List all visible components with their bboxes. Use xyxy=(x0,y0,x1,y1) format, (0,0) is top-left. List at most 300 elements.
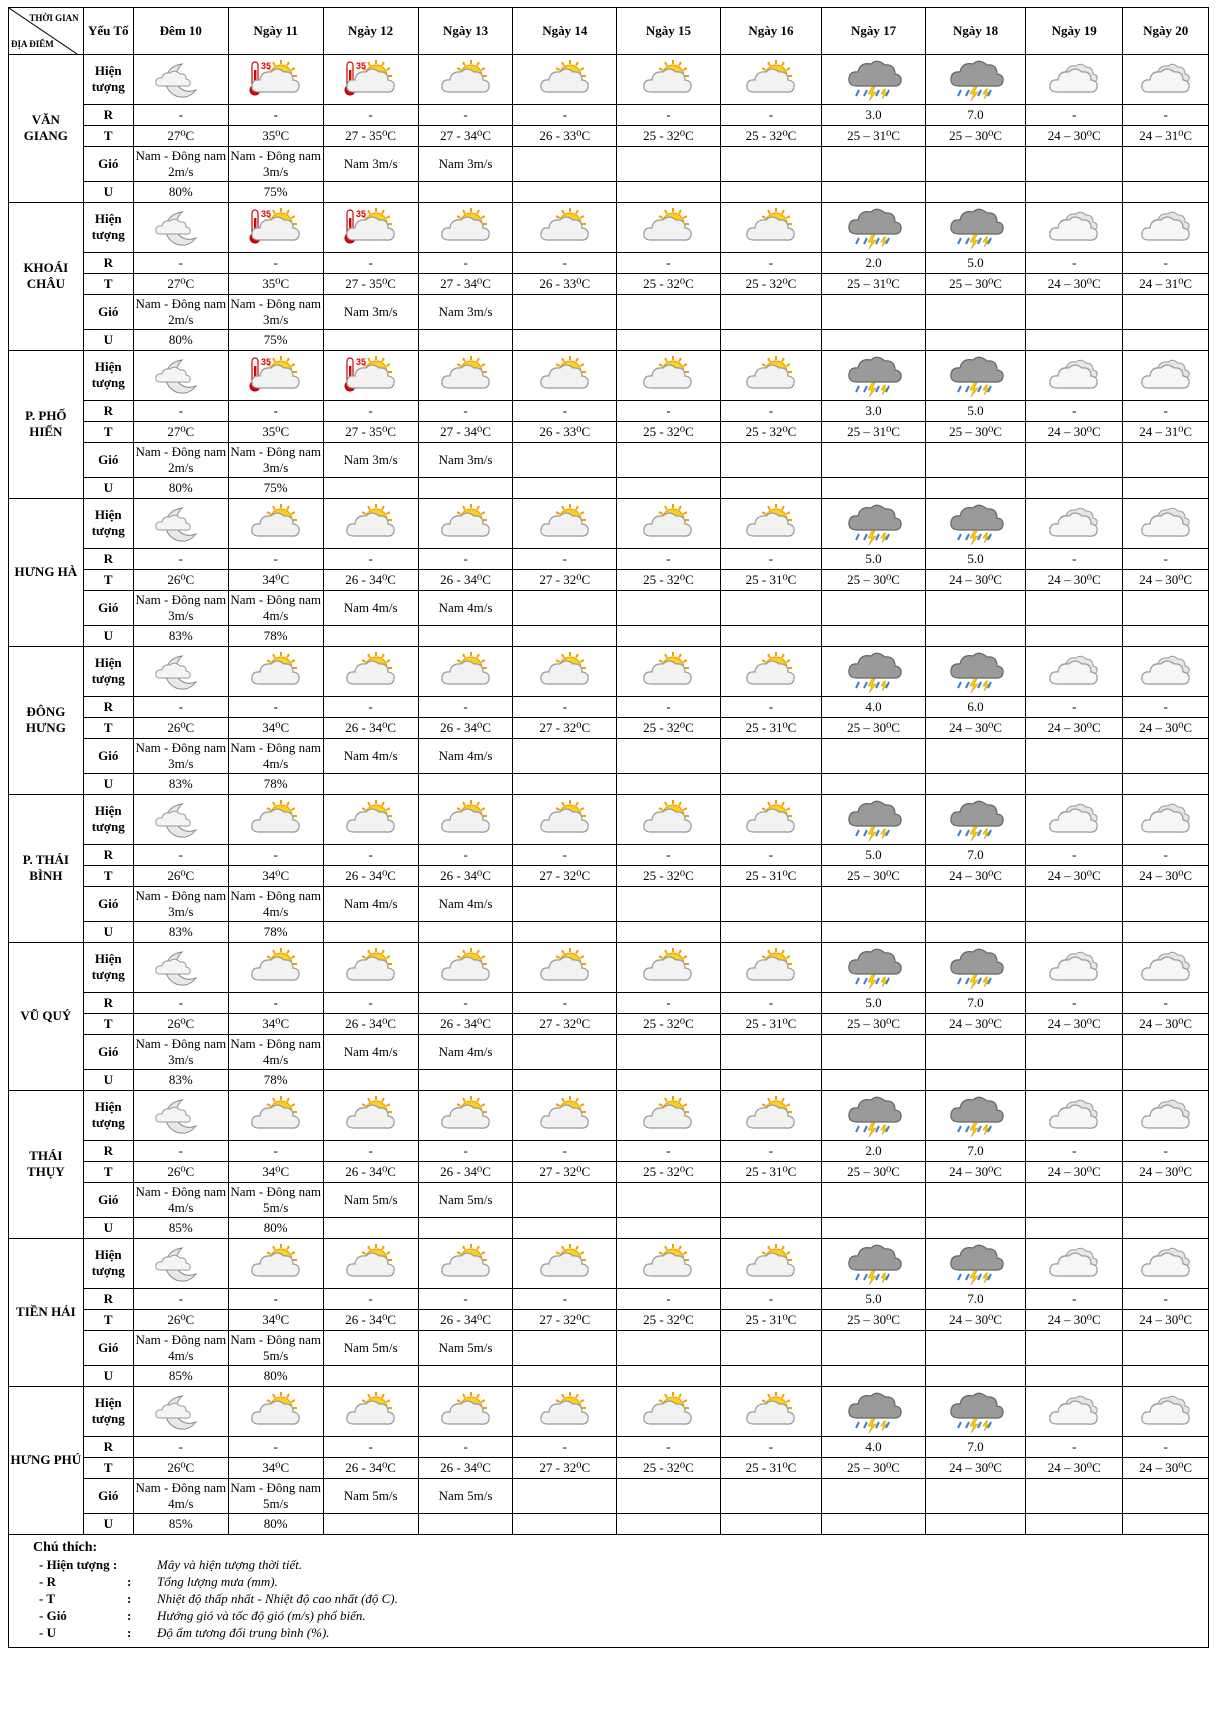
svg-text:35: 35 xyxy=(355,209,366,219)
cloudy-icon xyxy=(1123,1386,1208,1436)
cell-temp: 26⁰C xyxy=(133,1309,228,1330)
cell-wind: Nam 3m/s xyxy=(418,442,513,477)
cell-wind xyxy=(1026,1478,1123,1513)
legend-key: - T xyxy=(39,1590,56,1606)
cell-rain: - xyxy=(418,1140,513,1161)
cell-humidity xyxy=(822,1365,926,1386)
moon-cloud-icon xyxy=(133,498,228,548)
cell-humidity xyxy=(925,1513,1025,1534)
cell-rain: - xyxy=(1026,1140,1123,1161)
day-header-9: Ngày 18 xyxy=(925,8,1025,54)
cell-humidity xyxy=(418,1513,513,1534)
sun-cloud-icon xyxy=(513,794,617,844)
factor-label-icon: Hiện tượng xyxy=(83,794,133,844)
cell-wind: Nam - Đông nam 3m/s xyxy=(228,146,323,181)
cell-temp: 24 – 30⁰C xyxy=(1123,717,1208,738)
cell-temp: 25 – 30⁰C xyxy=(925,421,1025,442)
factor-label-rain: R xyxy=(83,1436,133,1457)
sun-cloud-icon xyxy=(323,646,418,696)
row-humidity xyxy=(9,329,1208,350)
moon-cloud-icon xyxy=(133,350,228,400)
row-rain xyxy=(9,252,1208,273)
cell-rain: - xyxy=(228,1288,323,1309)
cell-rain: - xyxy=(720,400,821,421)
cell-humidity xyxy=(720,625,821,646)
cell-temp: 34⁰C xyxy=(228,865,323,886)
cell-rain: - xyxy=(228,844,323,865)
cell-temp: 25 - 32⁰C xyxy=(720,421,821,442)
cell-rain: - xyxy=(323,1436,418,1457)
sun-cloud-icon xyxy=(323,498,418,548)
cell-wind: Nam 5m/s xyxy=(323,1330,418,1365)
cell-temp: 27 - 32⁰C xyxy=(513,1309,617,1330)
cell-temp: 25 - 32⁰C xyxy=(617,1457,721,1478)
cell-rain: - xyxy=(617,252,721,273)
cell-rain: 2.0 xyxy=(822,1140,926,1161)
cell-humidity xyxy=(617,1069,721,1090)
cell-humidity: 80% xyxy=(133,477,228,498)
sun-cloud-icon xyxy=(720,1386,821,1436)
cell-temp: 24 – 30⁰C xyxy=(1026,1013,1123,1034)
cell-temp: 35⁰C xyxy=(228,273,323,294)
cell-rain: - xyxy=(418,844,513,865)
factor-label-humidity: U xyxy=(83,773,133,794)
row-temp xyxy=(9,865,1208,886)
sun-cloud-icon xyxy=(720,794,821,844)
cell-temp: 25 - 32⁰C xyxy=(617,125,721,146)
cell-humidity xyxy=(323,1217,418,1238)
row-rain xyxy=(9,104,1208,125)
cell-temp: 35⁰C xyxy=(228,125,323,146)
cell-rain: - xyxy=(418,992,513,1013)
cell-temp: 24 – 30⁰C xyxy=(925,1161,1025,1182)
cell-humidity xyxy=(925,921,1025,942)
cell-temp: 24 – 30⁰C xyxy=(1123,569,1208,590)
cell-rain: 2.0 xyxy=(822,252,926,273)
cell-wind xyxy=(617,1330,721,1365)
cell-wind: Nam - Đông nam 4m/s xyxy=(133,1478,228,1513)
legend-key: - U xyxy=(39,1624,56,1640)
row-humidity xyxy=(9,625,1208,646)
factor-label-humidity: U xyxy=(83,1217,133,1238)
sun-cloud-icon xyxy=(228,1090,323,1140)
cell-rain: - xyxy=(418,400,513,421)
location-name: P. THÁI BÌNH xyxy=(9,794,83,942)
cell-rain: 5.0 xyxy=(822,844,926,865)
cell-temp: 24 – 30⁰C xyxy=(925,1013,1025,1034)
cell-rain: - xyxy=(1026,1288,1123,1309)
factor-label-rain: R xyxy=(83,1288,133,1309)
cell-temp: 24 – 30⁰C xyxy=(1026,1161,1123,1182)
cell-wind: Nam - Đông nam 4m/s xyxy=(133,1182,228,1217)
moon-cloud-icon xyxy=(133,1090,228,1140)
cell-humidity xyxy=(1026,1069,1123,1090)
cell-humidity xyxy=(925,181,1025,202)
cell-humidity xyxy=(822,329,926,350)
cell-wind: Nam - Đông nam 4m/s xyxy=(228,590,323,625)
cell-rain: - xyxy=(133,548,228,569)
hot-sun-cloud-icon xyxy=(323,54,418,104)
factor-label-wind: Gió xyxy=(83,146,133,181)
cell-humidity xyxy=(418,773,513,794)
cell-rain: - xyxy=(323,992,418,1013)
sun-cloud-icon xyxy=(418,1090,513,1140)
cell-temp: 24 – 31⁰C xyxy=(1123,125,1208,146)
factor-label-icon: Hiện tượng xyxy=(83,1238,133,1288)
cell-wind xyxy=(822,146,926,181)
legend-sep: : xyxy=(127,1590,132,1606)
cell-temp: 27 - 35⁰C xyxy=(323,125,418,146)
moon-cloud-icon xyxy=(133,1238,228,1288)
factor-label-rain: R xyxy=(83,1140,133,1161)
cell-humidity xyxy=(513,1217,617,1238)
sun-cloud-icon xyxy=(617,202,721,252)
row-humidity xyxy=(9,921,1208,942)
cell-temp: 25 - 32⁰C xyxy=(617,1161,721,1182)
cell-humidity xyxy=(418,181,513,202)
cell-humidity xyxy=(822,477,926,498)
cell-rain: - xyxy=(720,1436,821,1457)
cell-humidity xyxy=(418,1217,513,1238)
cell-rain: 7.0 xyxy=(925,1140,1025,1161)
row-icon xyxy=(9,202,1208,252)
cloudy-icon xyxy=(1123,942,1208,992)
cell-wind: Nam 5m/s xyxy=(323,1478,418,1513)
cell-wind xyxy=(1123,886,1208,921)
cell-rain: - xyxy=(513,992,617,1013)
cell-temp: 26⁰C xyxy=(133,569,228,590)
row-temp xyxy=(9,717,1208,738)
cell-humidity xyxy=(1026,181,1123,202)
cell-wind xyxy=(925,294,1025,329)
cell-rain: - xyxy=(1123,1140,1208,1161)
cell-wind xyxy=(617,1478,721,1513)
legend-value: Độ ẩm tương đối trung bình (%). xyxy=(157,1624,330,1640)
sun-cloud-icon xyxy=(513,1386,617,1436)
cell-temp: 24 – 30⁰C xyxy=(1026,1457,1123,1478)
cell-wind xyxy=(925,1478,1025,1513)
day-header-11: Ngày 20 xyxy=(1123,8,1208,54)
cell-temp: 25 - 31⁰C xyxy=(720,717,821,738)
factor-label-humidity: U xyxy=(83,625,133,646)
cell-wind xyxy=(513,146,617,181)
cell-wind xyxy=(513,294,617,329)
cell-temp: 26⁰C xyxy=(133,865,228,886)
sun-cloud-icon xyxy=(418,202,513,252)
cell-humidity xyxy=(513,773,617,794)
cell-rain: - xyxy=(513,1288,617,1309)
header-row xyxy=(9,8,1208,54)
cell-wind xyxy=(1123,294,1208,329)
cell-temp: 26 - 33⁰C xyxy=(513,273,617,294)
cell-rain: - xyxy=(720,104,821,125)
factor-label-temp: T xyxy=(83,865,133,886)
cell-temp: 25 – 31⁰C xyxy=(822,125,926,146)
row-icon xyxy=(9,794,1208,844)
cell-rain: - xyxy=(720,1140,821,1161)
cell-temp: 26 - 34⁰C xyxy=(323,1309,418,1330)
cell-wind xyxy=(822,294,926,329)
svg-text:35: 35 xyxy=(355,357,366,367)
cell-temp: 24 – 30⁰C xyxy=(925,569,1025,590)
row-humidity xyxy=(9,773,1208,794)
hot-sun-cloud-icon xyxy=(323,202,418,252)
cell-rain: - xyxy=(323,1288,418,1309)
cell-rain: 7.0 xyxy=(925,104,1025,125)
cell-humidity xyxy=(822,1513,926,1534)
cell-rain: - xyxy=(133,104,228,125)
thunderstorm-rain-icon xyxy=(822,646,926,696)
cell-rain: - xyxy=(133,844,228,865)
sun-cloud-icon xyxy=(720,1090,821,1140)
factor-label-temp: T xyxy=(83,273,133,294)
cell-temp: 27 - 32⁰C xyxy=(513,569,617,590)
cell-wind xyxy=(1026,1330,1123,1365)
cell-temp: 25 - 32⁰C xyxy=(617,1309,721,1330)
cell-rain: - xyxy=(228,696,323,717)
cell-temp: 26 - 34⁰C xyxy=(418,1457,513,1478)
cell-rain: - xyxy=(228,252,323,273)
cell-temp: 24 – 30⁰C xyxy=(1026,421,1123,442)
cell-wind: Nam - Đông nam 2m/s xyxy=(133,294,228,329)
cell-rain: - xyxy=(617,1288,721,1309)
cell-temp: 34⁰C xyxy=(228,1457,323,1478)
cell-wind xyxy=(513,1330,617,1365)
cloudy-icon xyxy=(1123,1238,1208,1288)
sun-cloud-icon xyxy=(418,498,513,548)
cell-rain: - xyxy=(323,1140,418,1161)
row-wind xyxy=(9,1478,1208,1513)
cell-rain: - xyxy=(720,252,821,273)
cell-temp: 25 – 30⁰C xyxy=(925,125,1025,146)
factor-label-icon: Hiện tượng xyxy=(83,646,133,696)
cell-wind: Nam 4m/s xyxy=(323,738,418,773)
cell-temp: 24 – 30⁰C xyxy=(1123,865,1208,886)
cell-humidity xyxy=(418,921,513,942)
cell-rain: - xyxy=(133,992,228,1013)
cell-wind xyxy=(1026,738,1123,773)
row-icon xyxy=(9,498,1208,548)
cell-humidity xyxy=(323,1365,418,1386)
row-temp xyxy=(9,569,1208,590)
cell-humidity: 83% xyxy=(133,1069,228,1090)
cell-rain: - xyxy=(323,844,418,865)
cell-temp: 27 - 35⁰C xyxy=(323,421,418,442)
cell-temp: 25 - 31⁰C xyxy=(720,1457,821,1478)
cell-temp: 26 - 34⁰C xyxy=(418,569,513,590)
sun-cloud-icon xyxy=(418,942,513,992)
cell-temp: 26 - 34⁰C xyxy=(418,1309,513,1330)
thunderstorm-rain-icon xyxy=(925,942,1025,992)
thunderstorm-rain-icon xyxy=(822,350,926,400)
cell-humidity: 78% xyxy=(228,1069,323,1090)
cell-temp: 26⁰C xyxy=(133,1161,228,1182)
location-name: ĐÔNG HƯNG xyxy=(9,646,83,794)
cell-wind xyxy=(617,590,721,625)
cell-humidity xyxy=(418,625,513,646)
cloudy-icon xyxy=(1123,498,1208,548)
cell-temp: 26 - 34⁰C xyxy=(418,1161,513,1182)
factor-label-humidity: U xyxy=(83,921,133,942)
cell-temp: 25 – 30⁰C xyxy=(925,273,1025,294)
cell-rain: - xyxy=(418,548,513,569)
cell-wind xyxy=(720,1182,821,1217)
corner-place-label: ĐỊA ĐIỂM xyxy=(11,38,54,49)
row-temp xyxy=(9,273,1208,294)
factor-label-temp: T xyxy=(83,1013,133,1034)
cell-wind xyxy=(1123,738,1208,773)
cell-rain: - xyxy=(133,252,228,273)
cell-humidity xyxy=(822,181,926,202)
cell-temp: 25 - 31⁰C xyxy=(720,1161,821,1182)
cell-rain: - xyxy=(228,992,323,1013)
legend-item xyxy=(33,1624,1208,1641)
row-rain xyxy=(9,1288,1208,1309)
cell-rain: 3.0 xyxy=(822,400,926,421)
sun-cloud-icon xyxy=(418,1386,513,1436)
cell-humidity xyxy=(925,1365,1025,1386)
cell-temp: 25 – 31⁰C xyxy=(822,421,926,442)
factor-label-icon: Hiện tượng xyxy=(83,942,133,992)
factor-label-rain: R xyxy=(83,252,133,273)
cell-humidity xyxy=(418,1365,513,1386)
cloudy-icon xyxy=(1026,1090,1123,1140)
factor-label-icon: Hiện tượng xyxy=(83,54,133,104)
cell-wind: Nam 5m/s xyxy=(418,1330,513,1365)
row-icon xyxy=(9,1386,1208,1436)
cell-wind: Nam - Đông nam 4m/s xyxy=(133,1330,228,1365)
cell-humidity xyxy=(617,921,721,942)
cell-humidity xyxy=(925,625,1025,646)
legend-key: - Hiện tượng : xyxy=(39,1556,118,1572)
cell-temp: 27 - 32⁰C xyxy=(513,1013,617,1034)
cell-wind xyxy=(720,442,821,477)
svg-text:35: 35 xyxy=(260,209,271,219)
row-rain xyxy=(9,844,1208,865)
cell-temp: 27⁰C xyxy=(133,273,228,294)
factor-label-wind: Gió xyxy=(83,1478,133,1513)
cell-temp: 26 - 34⁰C xyxy=(418,1013,513,1034)
cell-wind xyxy=(617,1182,721,1217)
cell-wind: Nam 3m/s xyxy=(323,442,418,477)
cell-rain: 4.0 xyxy=(822,1436,926,1457)
cell-wind xyxy=(822,1478,926,1513)
cell-humidity xyxy=(925,1217,1025,1238)
location-name: VĂN GIANG xyxy=(9,54,83,202)
cell-rain: - xyxy=(513,104,617,125)
cell-rain: - xyxy=(617,844,721,865)
cell-temp: 26⁰C xyxy=(133,1457,228,1478)
cell-wind: Nam 4m/s xyxy=(323,1034,418,1069)
cell-wind: Nam 5m/s xyxy=(323,1182,418,1217)
cell-humidity xyxy=(822,625,926,646)
cell-wind: Nam - Đông nam 3m/s xyxy=(133,1034,228,1069)
cell-temp: 24 – 30⁰C xyxy=(1026,569,1123,590)
cell-wind xyxy=(822,738,926,773)
cell-humidity xyxy=(513,625,617,646)
cell-rain: - xyxy=(323,548,418,569)
thunderstorm-rain-icon xyxy=(925,646,1025,696)
factor-label-icon: Hiện tượng xyxy=(83,202,133,252)
row-wind xyxy=(9,442,1208,477)
cell-humidity xyxy=(418,1069,513,1090)
cell-humidity xyxy=(1123,625,1208,646)
legend-key: - Gió xyxy=(39,1607,67,1623)
cell-temp: 27 - 34⁰C xyxy=(418,421,513,442)
cell-wind xyxy=(513,738,617,773)
sun-cloud-icon xyxy=(720,942,821,992)
cell-wind xyxy=(925,738,1025,773)
cell-wind xyxy=(822,1330,926,1365)
cell-rain: - xyxy=(617,696,721,717)
cell-wind: Nam 4m/s xyxy=(418,886,513,921)
cell-wind xyxy=(617,442,721,477)
factor-label-wind: Gió xyxy=(83,886,133,921)
cell-rain: - xyxy=(1026,1436,1123,1457)
cell-temp: 27⁰C xyxy=(133,421,228,442)
cell-humidity xyxy=(513,1069,617,1090)
cell-wind xyxy=(1123,1034,1208,1069)
legend-item xyxy=(33,1607,1208,1624)
cell-rain: - xyxy=(1123,104,1208,125)
day-header-1: Đêm 10 xyxy=(133,8,228,54)
cloudy-icon xyxy=(1123,1090,1208,1140)
sun-cloud-icon xyxy=(617,350,721,400)
row-wind xyxy=(9,738,1208,773)
cell-rain: - xyxy=(1123,1288,1208,1309)
thunderstorm-rain-icon xyxy=(925,498,1025,548)
sun-cloud-icon xyxy=(323,794,418,844)
cell-temp: 25 - 31⁰C xyxy=(720,569,821,590)
sun-cloud-icon xyxy=(513,350,617,400)
cell-temp: 27 - 32⁰C xyxy=(513,1161,617,1182)
cell-wind: Nam - Đông nam 3m/s xyxy=(133,738,228,773)
factor-label-humidity: U xyxy=(83,1365,133,1386)
cell-rain: - xyxy=(1123,548,1208,569)
cell-wind: Nam 3m/s xyxy=(418,146,513,181)
legend-item xyxy=(33,1590,1208,1607)
cloudy-icon xyxy=(1026,942,1123,992)
row-rain xyxy=(9,696,1208,717)
hot-sun-cloud-icon xyxy=(228,54,323,104)
cell-humidity xyxy=(822,1069,926,1090)
row-temp xyxy=(9,1161,1208,1182)
cell-wind: Nam - Đông nam 5m/s xyxy=(228,1478,323,1513)
cell-wind: Nam - Đông nam 2m/s xyxy=(133,146,228,181)
sun-cloud-icon xyxy=(418,794,513,844)
cell-humidity xyxy=(323,329,418,350)
row-icon xyxy=(9,54,1208,104)
cell-temp: 24 – 30⁰C xyxy=(1026,865,1123,886)
svg-text:35: 35 xyxy=(355,61,366,71)
svg-text:35: 35 xyxy=(260,357,271,367)
cloudy-icon xyxy=(1026,1238,1123,1288)
cell-temp: 25 - 32⁰C xyxy=(617,273,721,294)
sun-cloud-icon xyxy=(228,794,323,844)
cell-wind xyxy=(925,1330,1025,1365)
cell-humidity xyxy=(720,1069,821,1090)
cell-humidity xyxy=(617,181,721,202)
cell-temp: 25 – 30⁰C xyxy=(822,1457,926,1478)
cell-rain: 5.0 xyxy=(925,400,1025,421)
factor-label-temp: T xyxy=(83,1161,133,1182)
cell-rain: - xyxy=(1026,696,1123,717)
sun-cloud-icon xyxy=(228,1386,323,1436)
cell-rain: - xyxy=(617,1140,721,1161)
cell-humidity: 83% xyxy=(133,773,228,794)
cell-wind: Nam - Đông nam 5m/s xyxy=(228,1330,323,1365)
factor-label-wind: Gió xyxy=(83,1034,133,1069)
